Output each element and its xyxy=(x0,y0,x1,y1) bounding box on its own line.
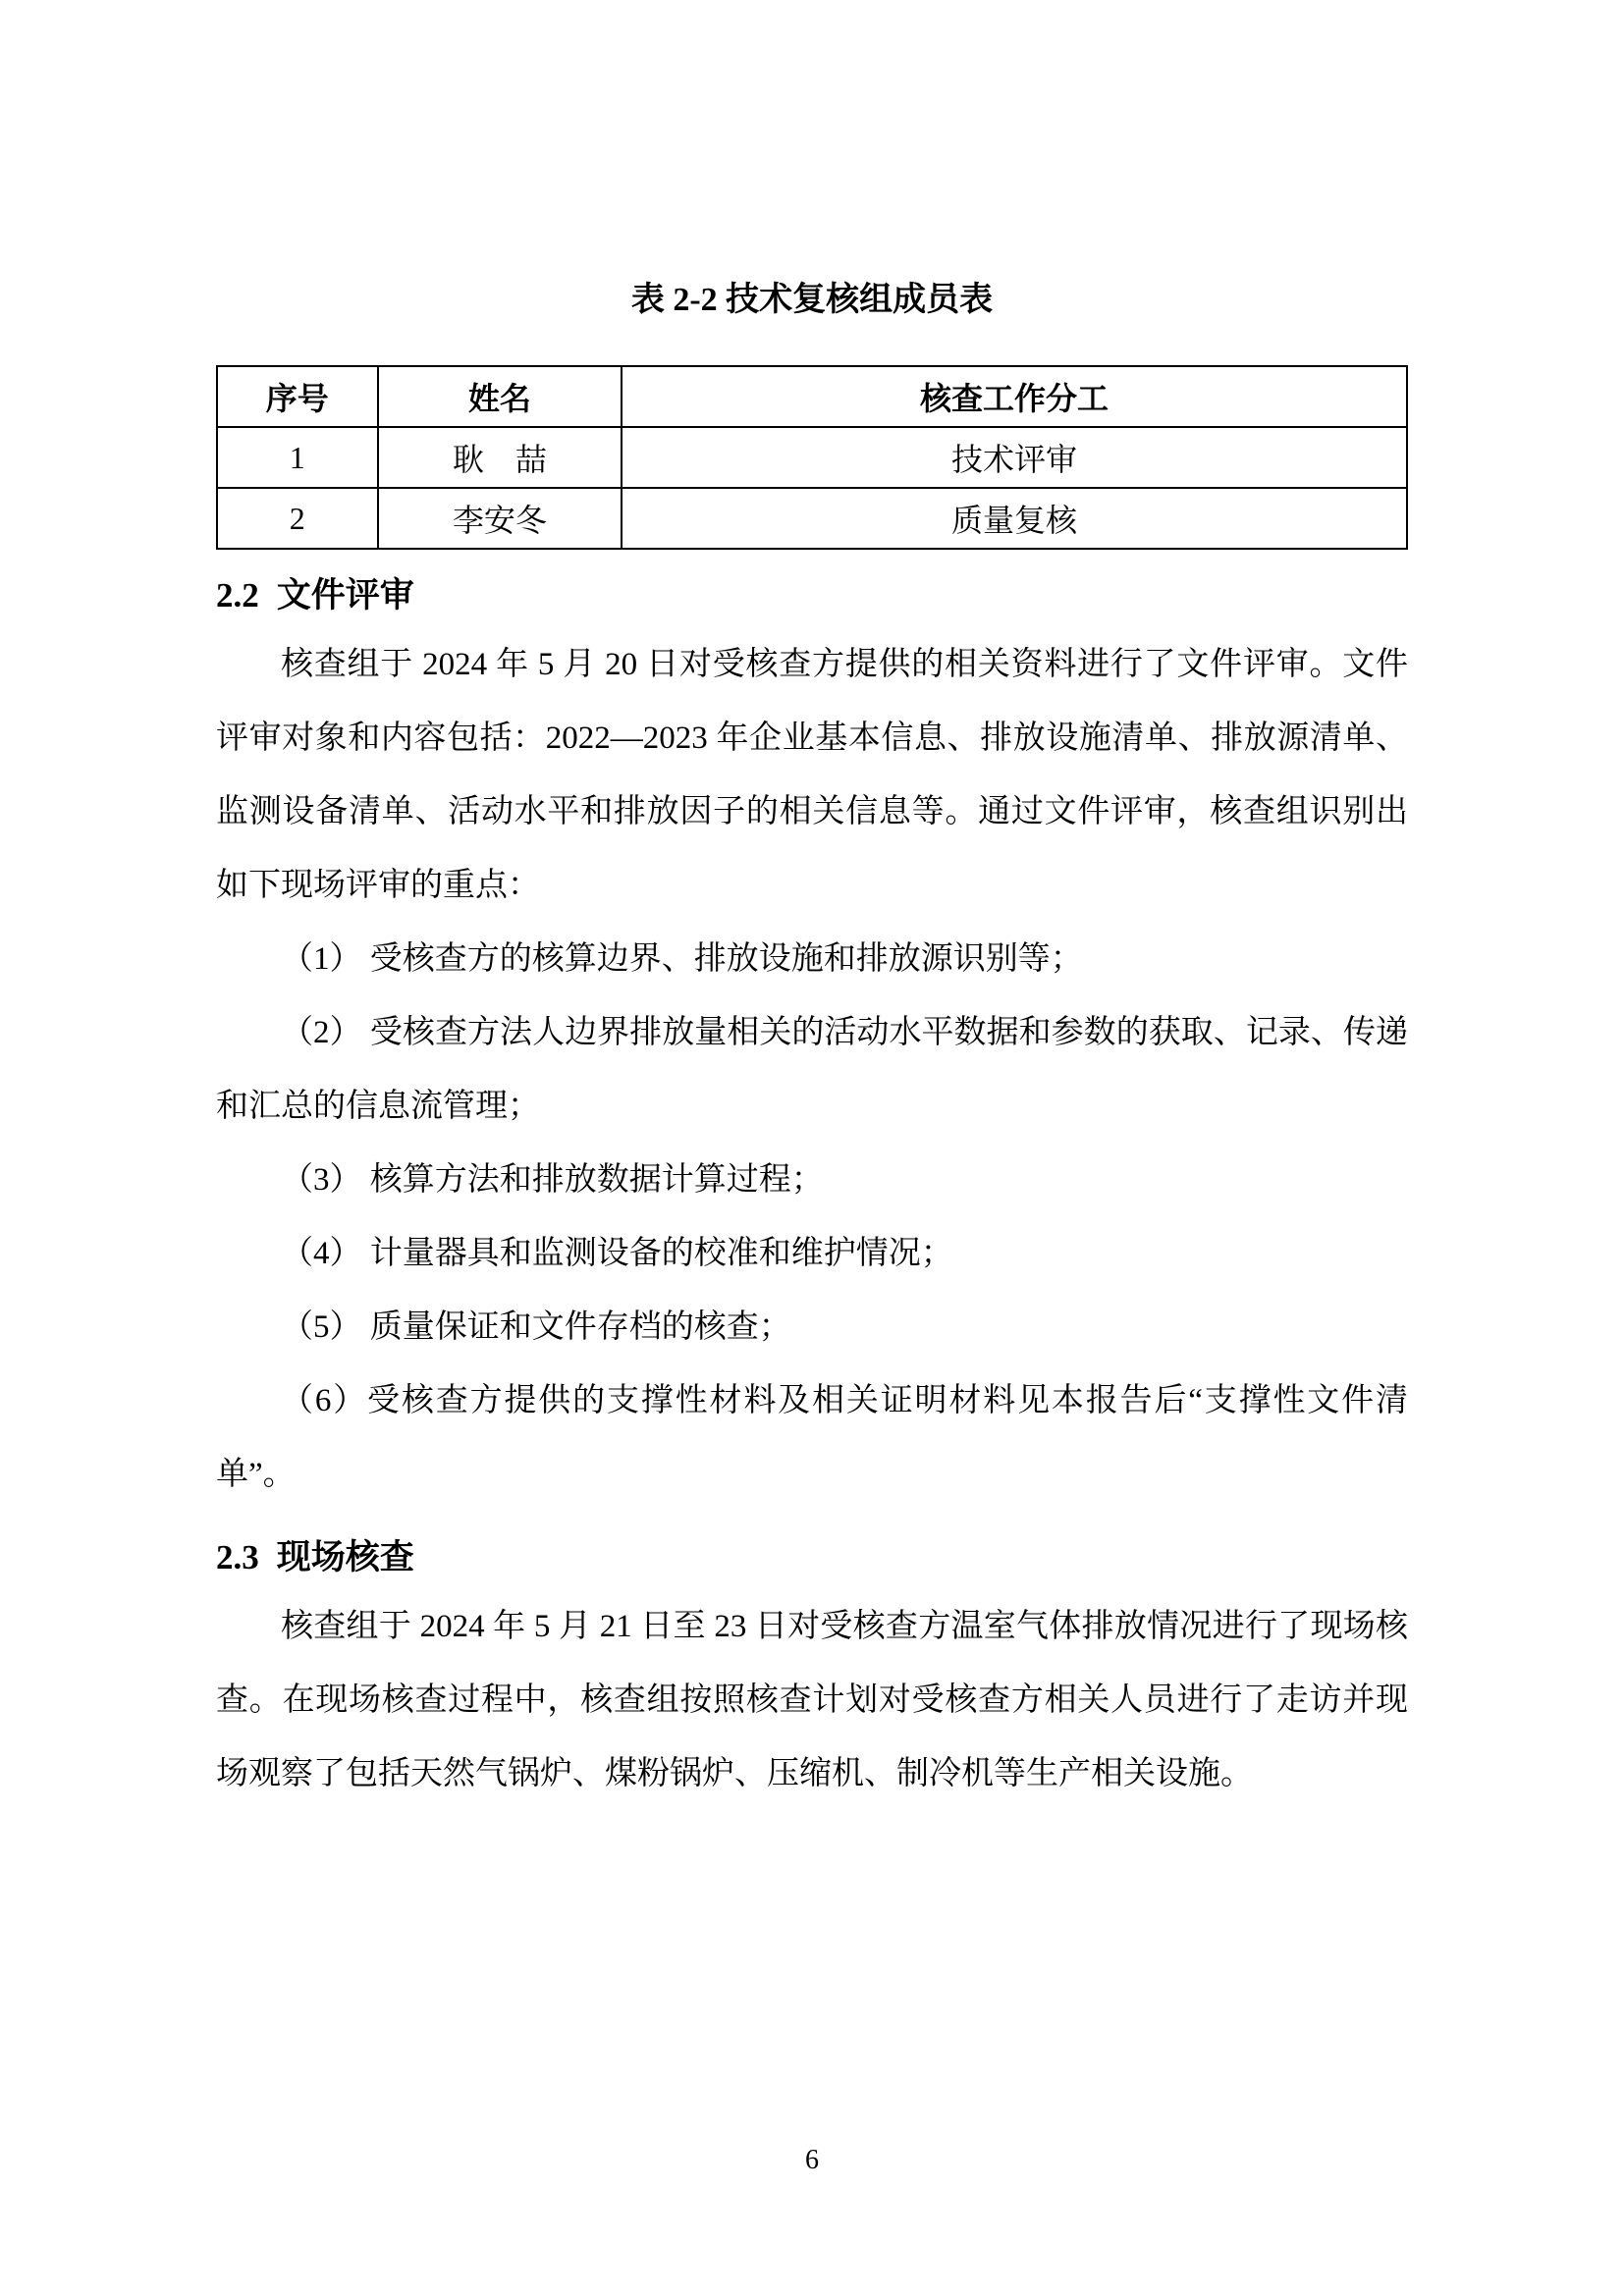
table-header-row xyxy=(217,366,1407,427)
list-item-1: （1） 受核查方的核算边界、排放设施和排放源识别等； xyxy=(281,941,1083,977)
header-cell-index: 序号 xyxy=(217,366,378,427)
table-cell-index: 2 xyxy=(217,488,378,549)
table-row xyxy=(217,427,1407,488)
header-cell-role: 核查工作分工 xyxy=(622,366,1407,427)
table-row xyxy=(217,488,1407,549)
table-cell-name: 李安冬 xyxy=(378,488,622,549)
page-number: 6 xyxy=(805,2145,819,2175)
section-title: 文件评审 xyxy=(276,576,414,614)
members-table xyxy=(216,365,1408,550)
section-number: 2.2 xyxy=(216,576,259,614)
header-cell-name: 姓名 xyxy=(378,366,622,427)
paragraph-onsite-verification: 核查组于 2024 年 5 月 21 日至 23 日对受核查方温室气体排放情况进行了现场核查。在现场核查过程中，核查组按照核查计划对受核查方相关人员进行了走访并现场观察了包括天然气锅炉、煤粉锅炉、压缩机、制冷机等生产相关设施。 xyxy=(216,1609,1408,1791)
paragraph-document-review: 核查组于 2024 年 5 月 20 日对受核查方提供的相关资料进行了文件评审。文件评审对象和内容包括：2022—2023 年企业基本信息、排放设施清单、排放源清单、监测设备清单、活动水平和排放因子的相关信息等。通过文件评审，核查组识别出如下现场评审的重点： xyxy=(216,647,1408,903)
table-caption: 表 2-2 技术复核组成员表 xyxy=(630,282,994,318)
table-cell-role: 技术评审 xyxy=(622,427,1407,488)
section-number: 2.3 xyxy=(216,1538,259,1576)
list-item-4: （4） 计量器具和监测设备的校准和维护情况； xyxy=(281,1236,953,1271)
section-title: 现场核查 xyxy=(276,1538,414,1576)
table-cell-role: 质量复核 xyxy=(622,488,1407,549)
section-heading-2-2 xyxy=(216,571,1408,620)
list-item-5: （5） 质量保证和文件存档的核查； xyxy=(281,1309,791,1345)
table-cell-name: 耿 喆 xyxy=(378,427,622,488)
page-content xyxy=(216,0,1408,1811)
table-cell-index: 1 xyxy=(217,427,378,488)
section-heading-2-3 xyxy=(216,1533,1408,1582)
list-item-3: （3） 核算方法和排放数据计算过程； xyxy=(281,1162,824,1198)
list-item-2: （2） 受核查方法人边界排放量相关的活动水平数据和参数的获取、记录、传递和汇总的信息流管理； xyxy=(216,1015,1408,1124)
list-item-6: （6）受核查方提供的支撑性材料及相关证明材料见本报告后“支撑性文件清单”。 xyxy=(216,1383,1408,1492)
